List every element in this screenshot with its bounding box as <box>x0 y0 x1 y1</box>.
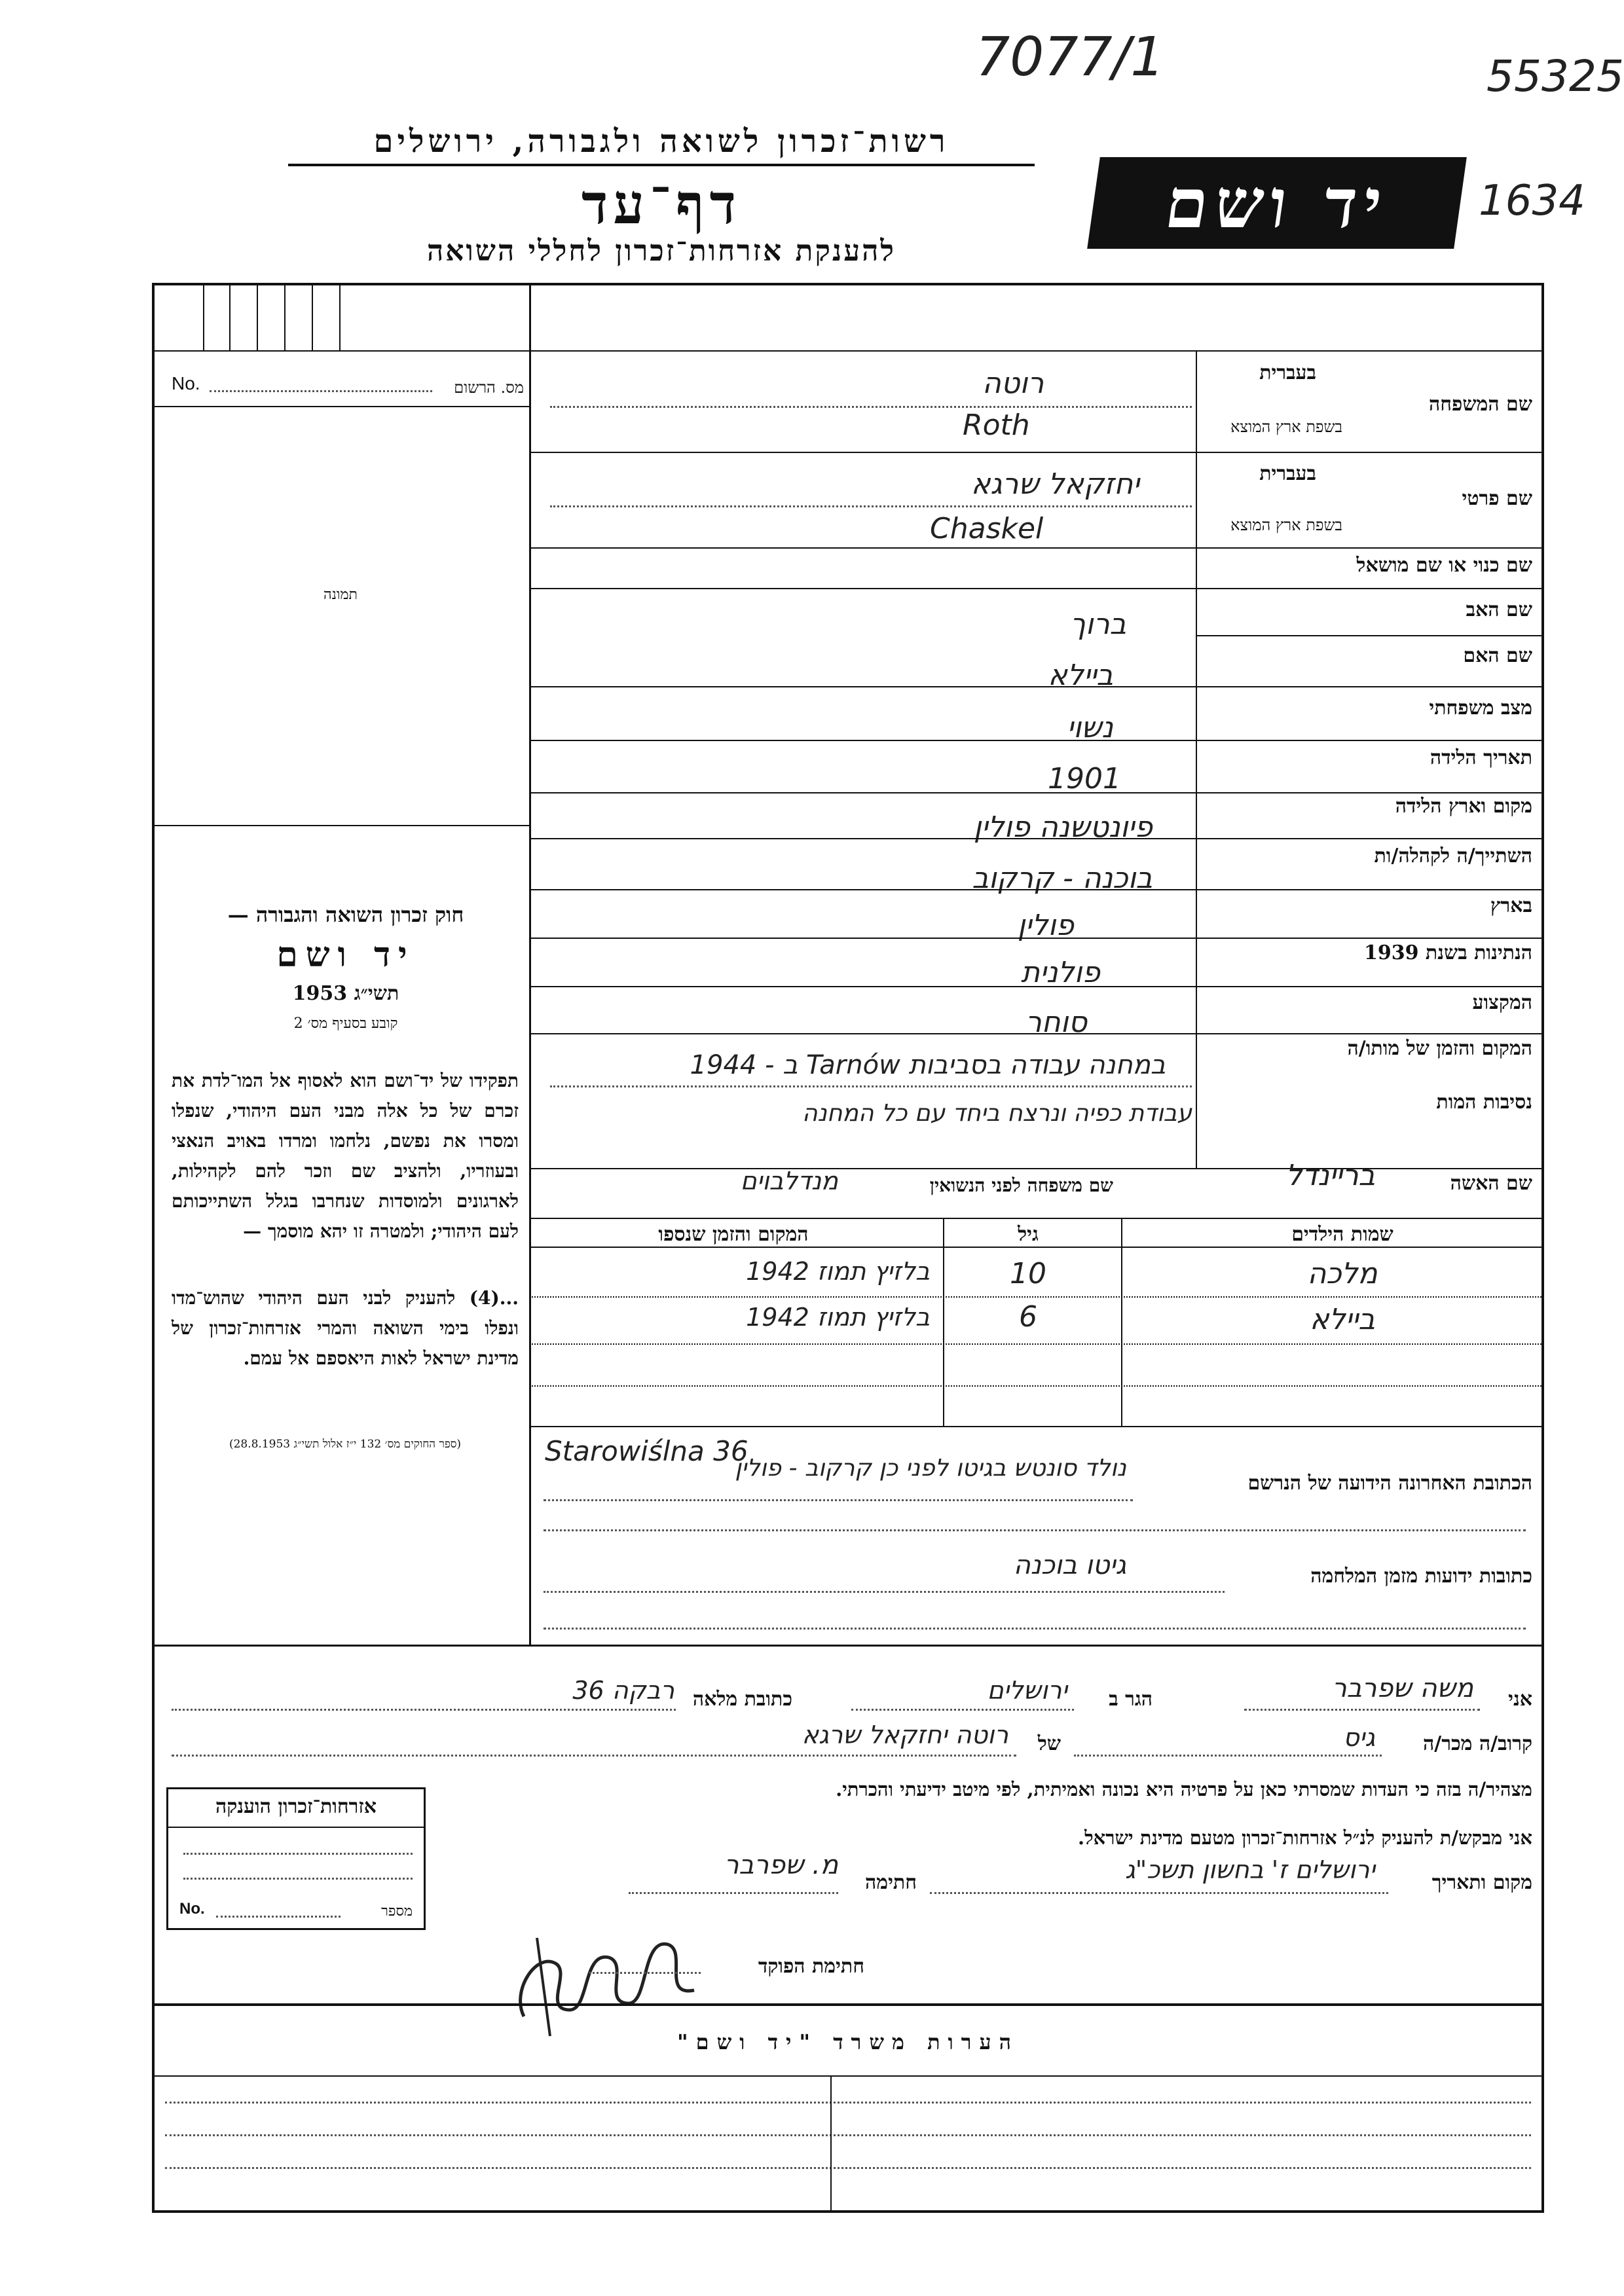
declarant-signature: מ. שפרבר <box>724 1850 838 1880</box>
war-address-field-2[interactable] <box>544 1628 1526 1630</box>
last-address-field[interactable] <box>544 1499 1133 1501</box>
marital-status-value: נשוי <box>1067 711 1113 744</box>
wife-label: שם האשה <box>1450 1172 1532 1195</box>
birth-date-value: 1901 <box>1048 762 1121 795</box>
relation-field[interactable] <box>1074 1755 1382 1757</box>
notes-line[interactable] <box>165 2167 1531 2169</box>
child-place: בלזיץ תמוז 1942 <box>746 1303 930 1332</box>
citizenship-label: הנתינות בשנת 1939 <box>1363 941 1532 964</box>
child-age: 10 <box>1010 1257 1046 1290</box>
top-strip-line <box>152 350 1544 352</box>
of-label: של <box>1037 1732 1061 1755</box>
child-name: ביילא <box>1310 1303 1375 1336</box>
date-place-value: ירושלים ז' בחשון תשכ"ג <box>1125 1855 1375 1884</box>
mother-value: ביילא <box>1048 659 1113 692</box>
officer-signature <box>498 1912 707 2043</box>
relative-label: קרוב/ה מכר/ה <box>1423 1732 1532 1755</box>
city-value: ירושלים <box>987 1676 1067 1705</box>
wife-name-value: בריינדל <box>1285 1159 1375 1192</box>
signature-label: חתימה <box>865 1871 917 1894</box>
profession-value: סוחר <box>1025 1006 1087 1039</box>
family-origin-label: בשפת ארץ המוצא <box>1230 418 1342 436</box>
reg-number-field[interactable] <box>210 390 432 392</box>
last-address-label: הכתובת האחרונה הידועה של הנרשם <box>1247 1472 1532 1495</box>
authority-heading: רשות־זכרון לשואה ולגבורה, ירושלים <box>288 123 1035 166</box>
first-name-origin: Chaskel <box>930 512 1044 545</box>
profession-label: המקצוע <box>1472 991 1532 1014</box>
community-value: בוכנה - קרקוב <box>972 862 1153 895</box>
family-name-he-field[interactable] <box>550 406 1192 408</box>
date-place-label: מקום ותאריך <box>1431 1871 1532 1894</box>
first-name-label: שם פרטי <box>1462 487 1532 510</box>
stamp-number-label: מספר <box>381 1903 413 1920</box>
city-field[interactable] <box>851 1709 1074 1711</box>
last-address-field-2[interactable] <box>544 1529 1526 1531</box>
war-address-value: גיטו בוכנה <box>1013 1550 1126 1580</box>
stamp-title: אזרחות־זכרון הוענקה <box>215 1795 377 1818</box>
child-place: בלזיץ תמוז 1942 <box>746 1257 930 1286</box>
war-address-label: כתובות ידועות מזמן המלחמה <box>1310 1565 1532 1588</box>
family-name-origin: Roth <box>963 409 1030 442</box>
law-clause: קובע בסעיף מס׳ 2 <box>293 1015 398 1032</box>
declarant-field[interactable] <box>1244 1709 1480 1711</box>
top-number-annotation: 55325 <box>1486 51 1624 101</box>
first-name-he-field[interactable] <box>550 505 1192 507</box>
maiden-name-value: מנדלבוים <box>740 1167 838 1195</box>
law-title: חוק זכרון השואה והגבורה — <box>227 902 464 927</box>
notes-line[interactable] <box>165 2134 1531 2136</box>
officer-signature-label: חתימת הפוקד <box>758 1955 864 1978</box>
death-cause-label: נסיבות המות <box>1436 1091 1532 1114</box>
first-hebrew-label: בעברית <box>1259 462 1316 485</box>
maiden-name-label: שם משפחה לפני הנשואין <box>929 1175 1113 1196</box>
citizenship-value: פולנית <box>1021 956 1100 989</box>
law-source: (ספר החוקים מס׳ 132 י״ז אלול תשי״ג 28.8.1953) <box>229 1438 462 1451</box>
birth-date-label: תאריך הלידה <box>1430 746 1532 769</box>
declaration-ani: אני <box>1508 1688 1532 1711</box>
reg-number-label: מס. הרשום <box>454 378 524 397</box>
child-age: 6 <box>1019 1300 1037 1334</box>
family-name-label: שם המשפחה <box>1428 393 1532 416</box>
child-name: מלכה <box>1307 1257 1378 1290</box>
war-address-field[interactable] <box>544 1591 1225 1593</box>
notes-line[interactable] <box>165 2102 1531 2104</box>
first-origin-label: בשפת ארץ המוצא <box>1230 516 1342 534</box>
death-place-value: במחנה עבודה בסביבות Tarnów ב - 1944 <box>690 1050 1166 1080</box>
nickname-label: שם כנוי או שם מושאל <box>1356 554 1532 577</box>
relation-value: גיס <box>1343 1723 1375 1752</box>
logo-text: יד ושם <box>1160 162 1393 244</box>
notes-title: הערות משרד "יד ושם" <box>676 2030 1020 2054</box>
declarant-name: משה שפרבר <box>1332 1673 1473 1704</box>
community-label: השתייך/ה לקהלה/ות <box>1374 845 1532 867</box>
death-place-field[interactable] <box>550 1085 1192 1087</box>
side-number-annotation: 1634 <box>1479 177 1585 225</box>
declaration-statement-2: אני מבקש/ת להעניק לנ״ל אזרחות־זכרון מטעם מדינת ישראל. <box>1078 1827 1532 1849</box>
officer-signature-field[interactable] <box>589 1972 701 1974</box>
last-address-value: נולד סונטש בגיטו לפני כן קרקוב - פולין <box>735 1455 1126 1482</box>
reg-number-no: No. <box>172 373 200 393</box>
photo-label: תמונה <box>323 587 358 603</box>
law-text-2: ...(4) להעניק לבני העם היהודי שהוש־מדו ונפלו בימי השואה והמרי אזרחות־זכרון של מדינת ישראל לאות היאספם אל עמם. <box>172 1287 519 1369</box>
father-value: ברוך <box>1070 608 1126 641</box>
full-address-field[interactable] <box>172 1709 676 1711</box>
country-label: בארץ <box>1490 894 1532 917</box>
page-title: דף־עד <box>581 172 741 236</box>
death-cause-value: עבודת כפיה ונרצח ביחד עם כל המחנה <box>802 1100 1192 1127</box>
signature-field[interactable] <box>629 1892 838 1894</box>
family-name-hebrew: רוטה <box>982 367 1044 400</box>
label-column-divider <box>1196 350 1197 1169</box>
page-subtitle: להענקת אזרחות־זכרון לחללי השואה <box>426 234 896 268</box>
first-name-hebrew: יחזקאל שרגא <box>971 467 1139 501</box>
date-place-field[interactable] <box>930 1892 1388 1894</box>
birth-place-label: מקום וארץ הלידה <box>1395 795 1532 818</box>
law-year: תשי״ג 1953 <box>292 982 399 1005</box>
of-value: רוטה יחזקאל שרגא <box>802 1721 1008 1749</box>
country-value: פולין <box>1017 909 1074 942</box>
full-address-label: כתובת מלאה <box>692 1688 792 1711</box>
resides-label: הגר ב <box>1109 1688 1153 1711</box>
top-code-annotation: 7077/1 <box>976 26 1165 88</box>
full-address-value: רבקה 36 <box>572 1676 674 1705</box>
photo-area-bottom <box>152 825 529 826</box>
death-place-label: המקום והזמן של מותו/ה <box>1347 1037 1532 1060</box>
mother-label: שם האם <box>1463 644 1532 667</box>
children-place-header: המקום והזמן שנספו <box>658 1223 809 1246</box>
left-column-divider <box>529 283 531 1645</box>
yad-vashem-logo <box>1087 157 1467 249</box>
law-name: יד ושם <box>276 935 415 975</box>
father-label: שם האב <box>1466 598 1532 621</box>
birth-place-value: פיונטשנה פולין <box>973 811 1153 844</box>
address-street-value: Starowiślna 36 <box>545 1435 748 1467</box>
marital-status-label: מצב משפחתי <box>1429 697 1532 720</box>
of-field[interactable] <box>172 1755 1016 1757</box>
stamp-no: No. <box>179 1900 205 1918</box>
children-names-header: שמות הילדים <box>1291 1223 1393 1246</box>
law-text-1: תפקידו של יד־ושם הוא לאסוף אל המו־לדת את זכרם של כל אלה מבני העם היהודי, שנפלו ומסרו את נפשם, נלחמו ומרדו באויב הנאצי ובעוזריו, ולהציב שם וזכר להם לקהילות, לארגונים ולמוסדות שנחרבו בגלל השתייכותם לעם היהודי; ולמטרה זו יהא מוסמך — <box>172 1070 519 1242</box>
children-age-header: גיל <box>1018 1223 1039 1246</box>
family-hebrew-label: בעברית <box>1259 361 1316 384</box>
declaration-statement-1: מצהיר/ה בזה כי העדות שמסרתי כאן על פרטיה היא נכונה ואמיתית, לפי מיטב ידיעתי והכרתי. <box>836 1778 1532 1800</box>
